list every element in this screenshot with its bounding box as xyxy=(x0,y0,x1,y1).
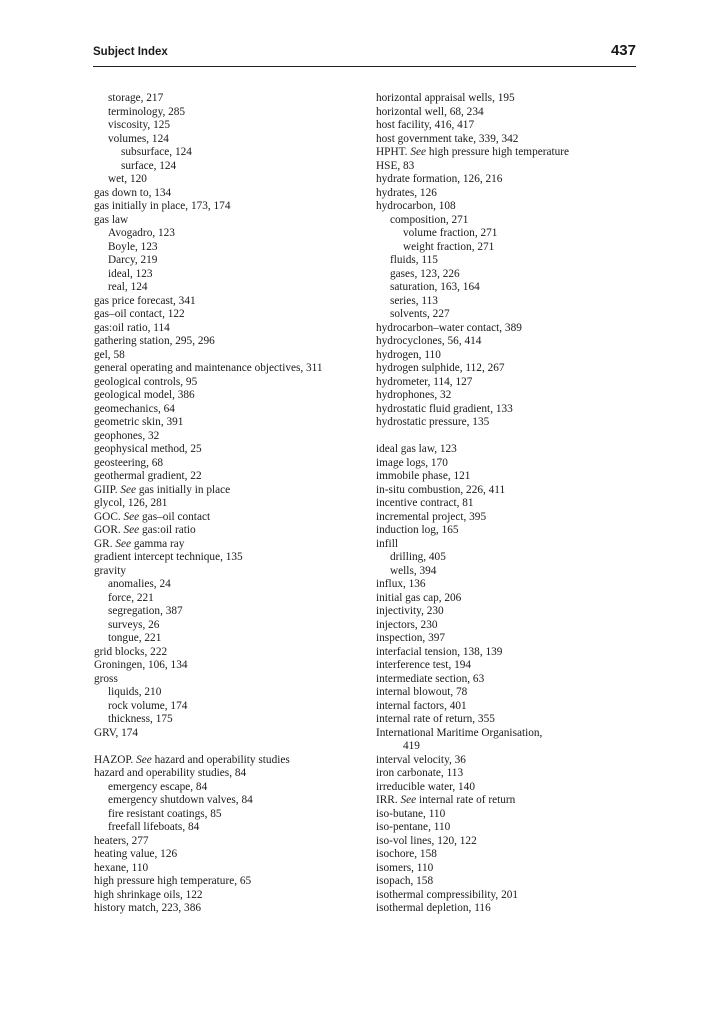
entry-text: gas:oil ratio, 114 xyxy=(94,321,170,334)
index-subentry xyxy=(94,808,384,822)
entry-text: geomechanics, 64 xyxy=(94,402,175,415)
entry-text: gel, 58 xyxy=(94,348,125,361)
entry-text: incremental project, 395 xyxy=(376,510,487,523)
entry-text: HSE, 83 xyxy=(376,159,415,172)
see-reference: See xyxy=(115,537,132,550)
letter-group-gap xyxy=(376,430,666,444)
entry-text: induction log, 165 xyxy=(376,524,459,536)
entry-text: injectors, 230 xyxy=(376,618,438,631)
entry-text: hydrophones, 32 xyxy=(376,389,452,401)
index-subentry xyxy=(94,686,384,700)
index-entry xyxy=(94,200,384,214)
see-reference: See xyxy=(123,524,140,536)
index-entry xyxy=(94,511,384,525)
index-entry xyxy=(376,632,666,646)
index-subentry xyxy=(94,592,384,606)
header-title: Subject Index xyxy=(93,46,168,58)
entry-text: geological controls, 95 xyxy=(94,375,198,388)
entry-text: volume fraction, 271 xyxy=(403,227,498,239)
index-entry xyxy=(94,443,384,457)
index-entry xyxy=(376,106,666,120)
entry-text: viscosity, 125 xyxy=(108,119,171,131)
entry-text: surveys, 26 xyxy=(108,618,160,631)
entry-text: volumes, 124 xyxy=(108,132,169,145)
index-entry xyxy=(376,835,666,849)
entry-text: geothermal gradient, 22 xyxy=(94,470,202,482)
entry-text: hydrogen, 110 xyxy=(376,348,441,361)
see-reference: See xyxy=(123,510,140,523)
index-entry xyxy=(376,862,666,876)
entry-text: hydrostatic pressure, 135 xyxy=(376,416,490,428)
entry-text: infill xyxy=(376,537,398,550)
entry-text: initial gas cap, 206 xyxy=(376,591,462,604)
index-entry xyxy=(376,349,666,363)
index-subentry xyxy=(376,268,666,282)
entry-text: tongue, 221 xyxy=(108,632,162,644)
index-entry xyxy=(376,362,666,376)
entry-text: iron carbonate, 113 xyxy=(376,767,464,779)
index-subentry xyxy=(376,254,666,268)
entry-text: hydrates, 126 xyxy=(376,186,437,199)
index-entry xyxy=(94,376,384,390)
entry-text: ideal, 123 xyxy=(108,267,153,280)
index-entry xyxy=(376,389,666,403)
letter-group-gap xyxy=(94,740,384,754)
index-entry xyxy=(94,848,384,862)
entry-text: rock volume, 174 xyxy=(108,699,188,712)
entry-text: hazard and operability studies, 84 xyxy=(94,767,247,779)
index-subentry xyxy=(94,254,384,268)
index-entry xyxy=(94,187,384,201)
entry-text: gas law xyxy=(94,213,129,226)
index-entry xyxy=(94,902,384,916)
index-entry xyxy=(94,673,384,687)
index-entry xyxy=(94,308,384,322)
entry-text: solvents, 227 xyxy=(390,308,450,320)
entry-text: saturation, 163, 164 xyxy=(390,281,480,293)
entry-text: gas–oil contact, 122 xyxy=(94,308,185,320)
entry-text: hydrocarbon, 108 xyxy=(376,200,456,212)
index-entry xyxy=(94,754,384,768)
index-subentry xyxy=(94,106,384,120)
index-entry xyxy=(376,484,666,498)
index-entry xyxy=(376,727,666,741)
index-entry xyxy=(94,659,384,673)
index-subentry xyxy=(94,713,384,727)
index-entry xyxy=(94,430,384,444)
index-entry xyxy=(376,92,666,106)
index-entry xyxy=(376,673,666,687)
index-subentry xyxy=(376,295,666,309)
index-entry xyxy=(94,335,384,349)
entry-text: hydrate formation, 126, 216 xyxy=(376,173,503,185)
entry-text: interfacial tension, 138, 139 xyxy=(376,645,503,658)
page-number: 437 xyxy=(610,42,636,59)
index-entry xyxy=(376,119,666,133)
entry-text: GOR. xyxy=(94,524,121,536)
index-entry xyxy=(94,551,384,565)
entry-text: incentive contract, 81 xyxy=(376,497,474,509)
index-subentry xyxy=(94,119,384,133)
entry-text: gases, 123, 226 xyxy=(390,267,460,280)
entry-text: internal factors, 401 xyxy=(376,699,467,712)
see-target: gas–oil contact xyxy=(142,510,211,523)
see-target: high pressure high temperature xyxy=(428,146,570,158)
entry-text: ideal gas law, 123 xyxy=(376,443,457,455)
entry-text: anomalies, 24 xyxy=(108,578,171,590)
see-target: hazard and operability studies xyxy=(154,753,290,766)
entry-text: thickness, 175 xyxy=(108,713,173,725)
entry-text: grid blocks, 222 xyxy=(94,645,168,658)
index-entry xyxy=(94,767,384,781)
entry-text: iso-butane, 110 xyxy=(376,807,446,820)
index-entry xyxy=(376,538,666,552)
index-entry xyxy=(376,403,666,417)
entry-text: hexane, 110 xyxy=(94,861,149,874)
entry-text: wet, 120 xyxy=(108,173,147,185)
entry-text: isochore, 158 xyxy=(376,848,437,860)
index-subentry xyxy=(94,160,384,174)
index-subentry xyxy=(376,214,666,228)
entry-text: hydrometer, 114, 127 xyxy=(376,375,473,388)
index-subentry xyxy=(94,146,384,160)
entry-text: storage, 217 xyxy=(108,92,164,104)
entry-text: immobile phase, 121 xyxy=(376,470,471,482)
entry-text: glycol, 126, 281 xyxy=(94,497,168,509)
entry-text: history match, 223, 386 xyxy=(94,902,201,914)
entry-text: gradient intercept technique, 135 xyxy=(94,551,243,563)
entry-text: geophysical method, 25 xyxy=(94,443,202,455)
entry-text: segregation, 387 xyxy=(108,605,183,617)
entry-text: gathering station, 295, 296 xyxy=(94,335,215,347)
entry-text: hydrocarbon–water contact, 389 xyxy=(376,321,522,334)
entry-text: International Maritime Organisation, xyxy=(376,726,543,739)
index-column-left xyxy=(94,92,384,916)
entry-text: hydrocyclones, 56, 414 xyxy=(376,335,482,347)
entry-text: host facility, 416, 417 xyxy=(376,119,475,131)
index-entry xyxy=(94,349,384,363)
entry-text: freefall lifeboats, 84 xyxy=(108,821,200,833)
index-entry xyxy=(94,497,384,511)
index-subentry xyxy=(94,227,384,241)
entry-text: force, 221 xyxy=(108,591,154,604)
index-entry xyxy=(94,565,384,579)
see-target: gas:oil ratio xyxy=(142,524,196,536)
entry-text: HPHT. xyxy=(376,146,408,158)
index-column-right xyxy=(376,92,666,916)
entry-text: GR. xyxy=(94,537,113,550)
index-subentry xyxy=(376,308,666,322)
index-entry xyxy=(376,794,666,808)
index-entry xyxy=(94,214,384,228)
entry-text: horizontal appraisal wells, 195 xyxy=(376,92,515,104)
entry-text: geometric skin, 391 xyxy=(94,416,184,428)
index-subentry xyxy=(94,700,384,714)
entry-text: high shrinkage oils, 122 xyxy=(94,888,203,901)
index-subentry xyxy=(94,605,384,619)
index-entry xyxy=(94,524,384,538)
entry-text: wells, 394 xyxy=(390,564,437,577)
entry-text: interval velocity, 36 xyxy=(376,753,466,766)
entry-text: injectivity, 230 xyxy=(376,605,444,617)
entry-text: Avogadro, 123 xyxy=(108,227,175,239)
index-subentry xyxy=(376,281,666,295)
entry-text: GOC. xyxy=(94,510,121,523)
index-subentry xyxy=(94,173,384,187)
index-entry xyxy=(376,808,666,822)
entry-text: interference test, 194 xyxy=(376,659,472,671)
index-entry xyxy=(94,727,384,741)
entry-text: internal rate of return, 355 xyxy=(376,713,495,725)
index-subentry xyxy=(94,281,384,295)
entry-text: GIIP. xyxy=(94,483,118,496)
entry-text: in-situ combustion, 226, 411 xyxy=(376,483,506,496)
index-entry xyxy=(376,497,666,511)
see-target: internal rate of return xyxy=(419,794,516,806)
index-subentry xyxy=(94,268,384,282)
entry-text: HAZOP. xyxy=(94,753,134,766)
see-target: gas initially in place xyxy=(138,483,231,496)
entry-text: composition, 271 xyxy=(390,213,469,226)
entry-text: isothermal compressibility, 201 xyxy=(376,888,519,901)
entry-text: host government take, 339, 342 xyxy=(376,132,519,145)
index-entry xyxy=(94,295,384,309)
entry-text: gas down to, 134 xyxy=(94,186,172,199)
entry-text: fluids, 115 xyxy=(390,254,438,266)
index-entry xyxy=(94,416,384,430)
index-entry xyxy=(94,403,384,417)
index-entry xyxy=(94,862,384,876)
index-entry xyxy=(94,875,384,889)
index-entry xyxy=(376,200,666,214)
entry-text: heating value, 126 xyxy=(94,848,178,860)
index-entry xyxy=(376,781,666,795)
entry-text: fire resistant coatings, 85 xyxy=(108,807,222,820)
index-subentry xyxy=(94,794,384,808)
index-entry xyxy=(376,416,666,430)
index-entry xyxy=(376,659,666,673)
index-entry xyxy=(376,592,666,606)
entry-text: gravity xyxy=(94,564,126,577)
entry-text: Groningen, 106, 134 xyxy=(94,659,188,671)
index-entry xyxy=(376,173,666,187)
index-entry xyxy=(94,322,384,336)
index-entry xyxy=(376,322,666,336)
index-entry xyxy=(376,821,666,835)
entry-text: gas initially in place, 173, 174 xyxy=(94,200,231,212)
entry-text: influx, 136 xyxy=(376,578,426,590)
index-entry xyxy=(376,889,666,903)
entry-text: Boyle, 123 xyxy=(108,240,158,253)
entry-text: 419 xyxy=(403,740,420,752)
entry-text: geosteering, 68 xyxy=(94,456,164,469)
index-subentry xyxy=(94,632,384,646)
entry-text: intermediate section, 63 xyxy=(376,672,485,685)
index-entry xyxy=(376,700,666,714)
entry-text: isomers, 110 xyxy=(376,861,434,874)
entry-text: hydrostatic fluid gradient, 133 xyxy=(376,402,513,415)
entry-text: drilling, 405 xyxy=(390,551,446,563)
index-entry xyxy=(376,767,666,781)
index-entry xyxy=(376,160,666,174)
index-entry xyxy=(376,470,666,484)
index-entry xyxy=(376,457,666,471)
see-reference: See xyxy=(400,794,417,806)
entry-text: Darcy, 219 xyxy=(108,254,158,266)
index-entry xyxy=(376,619,666,633)
index-entry xyxy=(94,484,384,498)
entry-text: isopach, 158 xyxy=(376,875,434,887)
index-subentry xyxy=(376,740,666,754)
index-entry xyxy=(376,187,666,201)
entry-text: iso-pentane, 110 xyxy=(376,821,451,833)
entry-text: gross xyxy=(94,672,118,685)
index-entry xyxy=(376,524,666,538)
see-reference: See xyxy=(410,146,427,158)
index-entry xyxy=(376,848,666,862)
index-subentry xyxy=(94,133,384,147)
entry-text: emergency shutdown valves, 84 xyxy=(108,794,253,806)
index-entry xyxy=(376,511,666,525)
entry-text: real, 124 xyxy=(108,281,148,293)
entry-text: gas price forecast, 341 xyxy=(94,294,196,307)
index-entry xyxy=(94,889,384,903)
entry-text: subsurface, 124 xyxy=(121,146,192,158)
entry-text: IRR. xyxy=(376,794,398,806)
index-entry xyxy=(94,470,384,484)
entry-text: high pressure high temperature, 65 xyxy=(94,875,252,887)
index-entry xyxy=(376,443,666,457)
index-subentry xyxy=(94,781,384,795)
entry-text: image logs, 170 xyxy=(376,456,448,469)
entry-text: inspection, 397 xyxy=(376,632,446,644)
entry-text: emergency escape, 84 xyxy=(108,780,208,793)
index-entry xyxy=(94,538,384,552)
index-entry xyxy=(376,754,666,768)
index-entry xyxy=(376,605,666,619)
entry-text: hydrogen sulphide, 112, 267 xyxy=(376,362,505,374)
index-entry xyxy=(376,133,666,147)
entry-text: weight fraction, 271 xyxy=(403,240,495,253)
index-entry xyxy=(94,389,384,403)
entry-text: surface, 124 xyxy=(121,159,177,172)
index-entry xyxy=(94,835,384,849)
index-entry xyxy=(376,902,666,916)
index-entry xyxy=(376,875,666,889)
index-subentry xyxy=(376,565,666,579)
entry-text: general operating and maintenance objectives, 311 xyxy=(94,362,323,374)
index-subentry xyxy=(94,619,384,633)
index-subentry xyxy=(376,551,666,565)
running-header xyxy=(93,42,636,67)
index-subentry xyxy=(376,241,666,255)
index-entry xyxy=(376,686,666,700)
index-subentry xyxy=(94,578,384,592)
entry-text: heaters, 277 xyxy=(94,834,149,847)
entry-text: series, 113 xyxy=(390,294,438,307)
entry-text: geophones, 32 xyxy=(94,429,160,442)
entry-text: liquids, 210 xyxy=(108,686,162,698)
see-target: gamma ray xyxy=(133,537,185,550)
index-entry xyxy=(376,146,666,160)
index-subentry xyxy=(94,92,384,106)
index-entry xyxy=(94,362,384,376)
index-subentry xyxy=(94,821,384,835)
entry-text: horizontal well, 68, 234 xyxy=(376,105,484,118)
entry-text: geological model, 386 xyxy=(94,389,195,401)
entry-text: terminology, 285 xyxy=(108,105,186,118)
entry-text: GRV, 174 xyxy=(94,726,139,739)
entry-text: irreducible water, 140 xyxy=(376,780,475,793)
entry-text: internal blowout, 78 xyxy=(376,686,468,698)
index-entry xyxy=(94,646,384,660)
index-entry xyxy=(94,457,384,471)
index-entry xyxy=(376,376,666,390)
index-subentry xyxy=(94,241,384,255)
index-entry xyxy=(376,578,666,592)
entry-text: iso-vol lines, 120, 122 xyxy=(376,834,477,847)
index-entry xyxy=(376,713,666,727)
see-reference: See xyxy=(120,483,137,496)
index-entry xyxy=(376,646,666,660)
entry-text: isothermal depletion, 116 xyxy=(376,902,491,914)
index-subentry xyxy=(376,227,666,241)
index-entry xyxy=(376,335,666,349)
see-reference: See xyxy=(136,753,152,766)
